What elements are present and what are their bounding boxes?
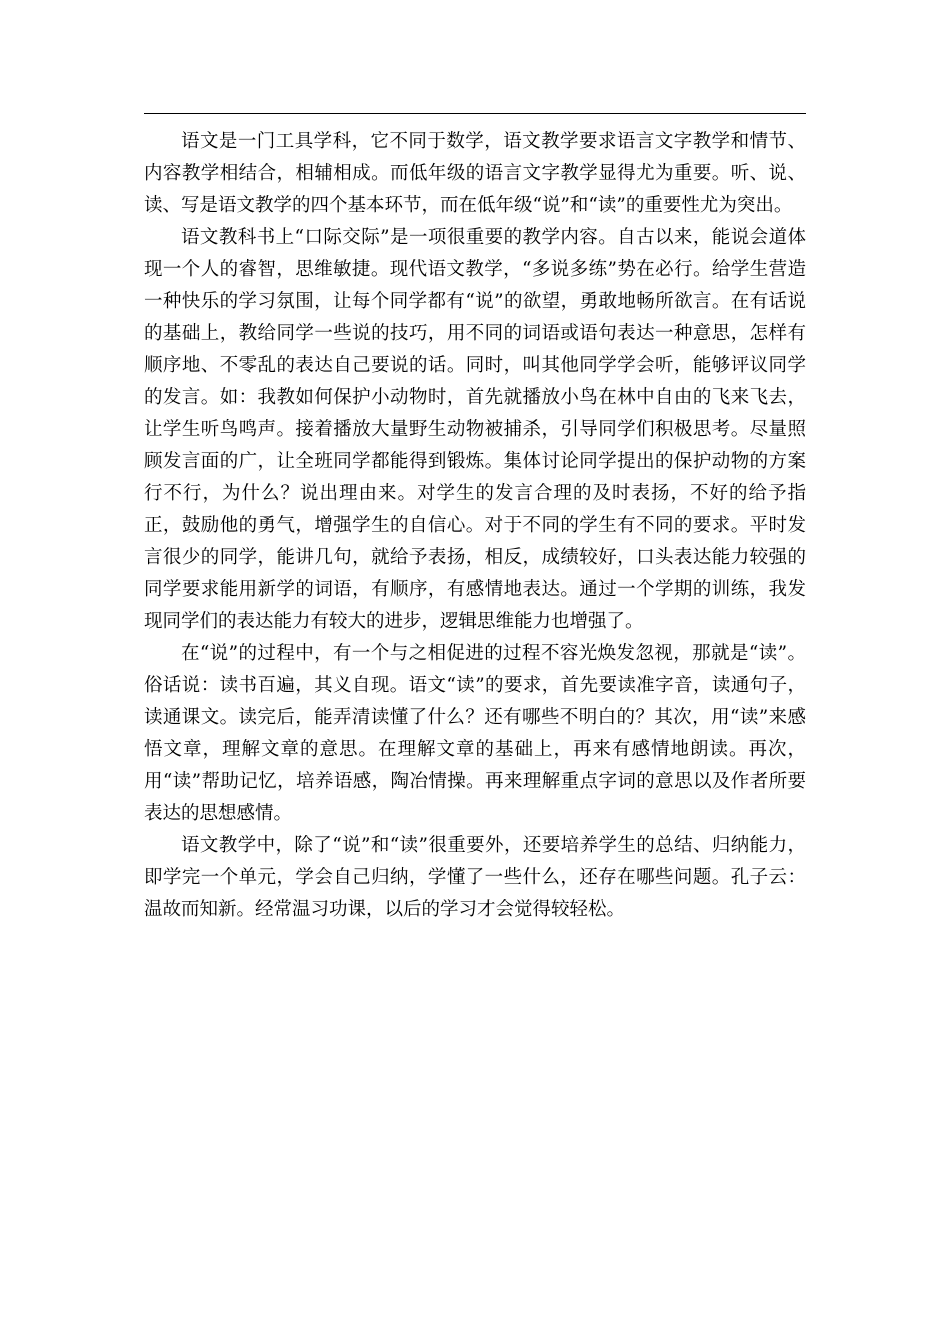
paragraph-2: 语文教科书上“口际交际”是一项很重要的教学内容。自古以来，能说会道体现一个人的睿智，思维敏捷。现代语文教学，“多说多练”势在必行。给学生营造一种快乐的学习氛围，让每个同学都有“说”的欲望，勇敢地畅所欲言。在有话说的基础上，教给同学一些说的技巧，用不同的词语或语句表达一种意思，怎样有顺序地、不零乱的表达自己要说的话。同时，叫其他同学学会听，能够评议同学的发言。如：我教如何保护小动物时，首先就播放小鸟在林中自由的飞来飞去，让学生听鸟鸣声。接着播放大量野生动物被捕杀，引导同学们积极思考。尽量照顾发言面的广，让全班同学都能得到锻炼。集体讨论同学提出的保护动物的方案行不行，为什么？说出理由来。对学生的发言合理的及时表扬，不好的给予指正，鼓励他的勇气，增强学生的自信心。对于不同的学生有不同的要求。平时发言很少的同学，能讲几句，就给予表扬，相反，成绩较好，口头表达能力较强的同学要求能用新学的词语，有顺序，有感情地表达。通过一个学期的训练，我发现同学们的表达能力有较大的进步，逻辑思维能力也增强了。 [144,227,806,632]
paragraph-4: 语文教学中，除了“说”和“读”很重要外，还要培养学生的总结、归纳能力，即学完一个单元，学会自己归纳，学懂了一些什么，还存在哪些问题。孔子云：温故而知新。经常温习功课，以后的学习才会觉得较轻松。 [144,835,806,920]
document-body [144,126,806,926]
paragraph-3: 在“说”的过程中，有一个与之相促进的过程不容光焕发忽视，那就是“读”。俗话说：读书百遍，其义自现。语文“读”的要求，首先要读准字音，读通句子，读通课文。读完后，能弄清读懂了什么？还有哪些不明白的？其次，用“读”来感悟文章，理解文章的意思。在理解文章的基础上，再来有感情地朗读。再次，用“读”帮助记忆，培养语感，陶冶情操。再来理解重点字词的意思以及作者所要表达的思想感情。 [144,643,806,824]
paragraph-1: 语文是一门工具学科，它不同于数学，语文教学要求语言文字教学和情节、内容教学相结合，相辅相成。而低年级的语言文字教学显得尤为重要。听、说、读、写是语文教学的四个基本环节，而在低年级“说”和“读”的重要性尤为突出。 [144,131,806,216]
header-rule [144,113,806,114]
